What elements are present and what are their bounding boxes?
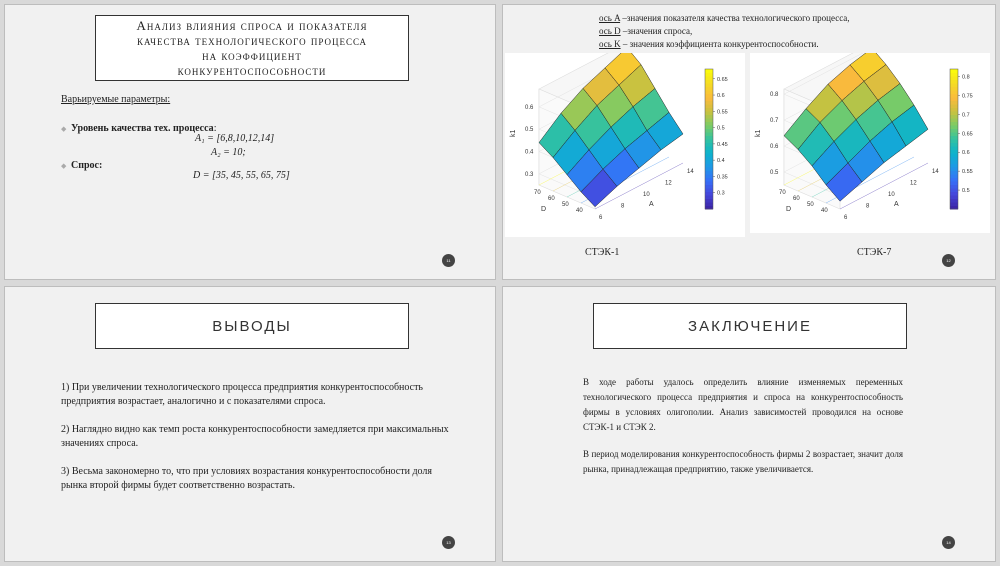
colorbar-segment	[705, 101, 713, 105]
colorbar-segment	[950, 129, 958, 133]
colorbar-segment	[950, 178, 958, 182]
colorbar-segment	[950, 160, 958, 164]
z-tick-label: 0.6	[525, 104, 534, 111]
colorbar-segment	[705, 90, 713, 94]
x-tick-label: 12	[910, 180, 917, 187]
y-tick-label: 70	[779, 190, 786, 196]
surface-plot-stek7[interactable]	[750, 53, 990, 233]
colorbar-segment	[705, 150, 713, 154]
colorbar-segment	[705, 69, 713, 73]
colorbar-segment	[705, 178, 713, 182]
item-demand: Спрос:	[71, 160, 103, 171]
colorbar-segment	[950, 143, 958, 147]
colorbar-segment	[950, 104, 958, 108]
colorbar-segment	[950, 87, 958, 91]
x-tick-label: 6	[844, 215, 848, 221]
y-axis-label: D	[786, 206, 792, 213]
colorbar-tick-label: 0.5	[962, 188, 970, 195]
colorbar-segment	[950, 153, 958, 157]
colorbar-segment	[705, 136, 713, 140]
colorbar-segment	[705, 195, 713, 199]
colorbar-tick-label: 0.45	[717, 141, 728, 148]
colorbar-segment	[950, 164, 958, 168]
page-number: 11	[442, 254, 455, 267]
colorbar-segment	[950, 97, 958, 101]
colorbar-segment	[705, 143, 713, 147]
colorbar-segment	[705, 171, 713, 175]
colorbar-segment	[705, 108, 713, 112]
z-tick-label: 0.8	[770, 92, 779, 99]
colorbar-segment	[950, 132, 958, 136]
x-tick-label: 14	[687, 169, 694, 175]
colorbar-segment	[950, 76, 958, 80]
z-tick-label: 0.4	[525, 149, 534, 156]
surface-plot-stek1[interactable]	[505, 53, 745, 237]
conclusion-point-1: 1) При увеличении технологического процесса предприятия конкурентоспособность предприятия возрастает, аналогично и с показателями спроса.	[61, 382, 423, 407]
legend-k: ось K – значения коэффициента конкурентоспособности.	[599, 39, 819, 49]
y-tick-label: 50	[562, 202, 569, 208]
z-axis-label: k1	[755, 129, 762, 137]
colorbar-segment	[705, 139, 713, 143]
colorbar-segment	[950, 69, 958, 73]
colorbar-segment	[705, 73, 713, 77]
colorbar-segment	[705, 174, 713, 178]
y-tick-label: 60	[548, 196, 555, 202]
z-tick-label: 0.5	[770, 170, 779, 177]
colorbar-segment	[950, 111, 958, 115]
colorbar-segment	[705, 97, 713, 101]
plot-group	[755, 53, 973, 221]
colorbar-tick-label: 0.6	[962, 150, 970, 157]
z-tick-label: 0.3	[525, 171, 534, 178]
slide-title: ЗАКЛЮЧЕНИЕ	[593, 303, 907, 349]
x-tick-label: 14	[932, 169, 939, 175]
colorbar-segment	[705, 164, 713, 168]
colorbar-tick-label: 0.65	[962, 131, 973, 138]
colorbar-segment	[705, 153, 713, 157]
colorbar-segment	[705, 111, 713, 115]
colorbar-segment	[950, 185, 958, 189]
x-tick-label: 12	[665, 180, 672, 187]
colorbar-tick-label: 0.5	[717, 125, 725, 132]
colorbar-segment	[950, 188, 958, 192]
colorbar-segment	[705, 192, 713, 196]
params-heading: Варьируемые параметры:	[61, 94, 171, 105]
colorbar-segment	[950, 202, 958, 206]
y-tick-label: 70	[534, 190, 541, 196]
y-tick-label: 40	[821, 208, 828, 214]
colorbar-segment	[950, 136, 958, 140]
z-axis-label: k1	[510, 129, 517, 137]
colorbar-segment	[950, 157, 958, 161]
bullet-icon: ◆	[61, 162, 67, 170]
x-tick-label: 10	[643, 192, 650, 198]
conclusion-point-3: 3) Весьма закономерно то, что при условиях возрастания конкурентоспособности доля рынка второй фирмы будет соответственно возрастать.	[61, 466, 432, 491]
colorbar-segment	[950, 122, 958, 126]
page-number: 13	[442, 536, 455, 549]
colorbar-segment	[950, 118, 958, 122]
slide-11[interactable]	[4, 4, 496, 280]
formula-a1: A₁ = [6,8,10,12,14]	[195, 133, 275, 144]
slide-12[interactable]	[502, 4, 996, 280]
colorbar-segment	[950, 125, 958, 129]
colorbar-tick-label: 0.8	[962, 74, 970, 81]
colorbar-segment	[705, 185, 713, 189]
caption-stek1: СТЭК-1	[585, 247, 620, 258]
colorbar-segment	[705, 129, 713, 133]
surface-chart-stek1	[505, 53, 745, 237]
summary-paragraph-1: В ходе работы удалось определить влияние изменяемых переменных технологического процесса предприятия и спроса на конкурентоспособность фирмы в условиях олигополии. Анализ зависимостей проводился на основе СТЭК-1 и СТЭК 2.	[583, 377, 903, 432]
bullet-icon: ◆	[61, 125, 67, 133]
colorbar-tick-label: 0.6	[717, 93, 725, 100]
colorbar-tick-label: 0.55	[962, 169, 973, 176]
colorbar-segment	[705, 146, 713, 150]
colorbar-segment	[705, 118, 713, 122]
caption-stek7: СТЭК-7	[857, 247, 892, 258]
z-tick-label: 0.7	[770, 118, 779, 125]
y-tick-label: 40	[576, 208, 583, 214]
colorbar-segment	[950, 115, 958, 119]
y-axis-label: D	[541, 206, 547, 213]
legend-a: ось A –значения показателя качества технологического процесса,	[599, 13, 850, 23]
summary-paragraph-2: В период моделирования конкурентоспособность фирмы 2 возрастает, значит доля рынка, принадлежащая предприятию, также увеличивается.	[583, 449, 903, 474]
colorbar-segment	[705, 202, 713, 206]
colorbar-segment	[705, 76, 713, 80]
x-tick-label: 8	[866, 203, 870, 210]
x-axis-label: A	[649, 201, 654, 208]
colorbar-segment	[705, 80, 713, 84]
page-number: 12	[942, 254, 955, 267]
colorbar-segment	[705, 167, 713, 171]
y-tick-label: 60	[793, 196, 800, 202]
colorbar-segment	[705, 188, 713, 192]
colorbar-segment	[705, 157, 713, 161]
z-tick-label: 0.5	[525, 127, 534, 134]
slide-14[interactable]	[502, 286, 996, 562]
colorbar-segment	[705, 122, 713, 126]
colorbar-segment	[950, 174, 958, 178]
y-tick-label: 50	[807, 202, 814, 208]
colorbar-segment	[705, 115, 713, 119]
colorbar-segment	[950, 181, 958, 185]
conclusion-point-2: 2) Наглядно видно как темп роста конкурентоспособности замедляется при максимальных значениях спроса.	[61, 424, 449, 449]
colorbar-segment	[950, 167, 958, 171]
slide-title: ВЫВОДЫ	[95, 303, 409, 349]
legend-d: ось D –значения спроса,	[599, 26, 693, 36]
colorbar-segment	[950, 90, 958, 94]
z-tick-label: 0.6	[770, 144, 779, 151]
slide-title: Анализ влияния спроса и показателя качества технологического процесса на коэффициент конкурентоспособности	[95, 15, 409, 81]
colorbar-segment	[950, 199, 958, 203]
colorbar-segment	[950, 73, 958, 77]
colorbar-segment	[705, 181, 713, 185]
colorbar-tick-label: 0.75	[962, 93, 973, 100]
colorbar-segment	[950, 80, 958, 84]
x-axis-label: A	[894, 201, 899, 208]
item-quality: Уровень качества тех. процесса:	[71, 123, 217, 134]
colorbar-segment	[705, 104, 713, 108]
x-tick-label: 8	[621, 203, 625, 210]
colorbar-segment	[705, 125, 713, 129]
colorbar-tick-label: 0.4	[717, 158, 725, 165]
colorbar-segment	[950, 83, 958, 87]
colorbar-tick-label: 0.65	[717, 76, 728, 83]
colorbar-tick-label: 0.55	[717, 109, 728, 116]
colorbar-segment	[950, 150, 958, 154]
slide-13[interactable]	[4, 286, 496, 562]
colorbar-segment	[950, 195, 958, 199]
colorbar-segment	[950, 139, 958, 143]
x-tick-label: 6	[599, 215, 603, 221]
colorbar-segment	[950, 94, 958, 98]
colorbar-segment	[705, 199, 713, 203]
plot-group	[510, 53, 728, 221]
page-number: 14	[942, 536, 955, 549]
axis-legend	[599, 12, 850, 51]
colorbar-tick-label: 0.7	[962, 112, 970, 119]
colorbar-segment	[705, 160, 713, 164]
colorbar-segment	[705, 94, 713, 98]
formula-a2: A₂ = 10;	[211, 147, 246, 158]
colorbar-segment	[950, 108, 958, 112]
formula-d: D = [35, 45, 55, 65, 75]	[193, 170, 290, 181]
colorbar-segment	[950, 146, 958, 150]
colorbar-tick-label: 0.35	[717, 174, 728, 181]
colorbar-segment	[705, 132, 713, 136]
colorbar-segment	[950, 101, 958, 105]
colorbar-segment	[705, 83, 713, 87]
colorbar-tick-label: 0.3	[717, 190, 725, 197]
colorbar-segment	[950, 192, 958, 196]
colorbar-segment	[950, 171, 958, 175]
surface-chart-stek7	[750, 53, 990, 233]
colorbar-segment	[705, 87, 713, 91]
x-tick-label: 10	[888, 192, 895, 198]
